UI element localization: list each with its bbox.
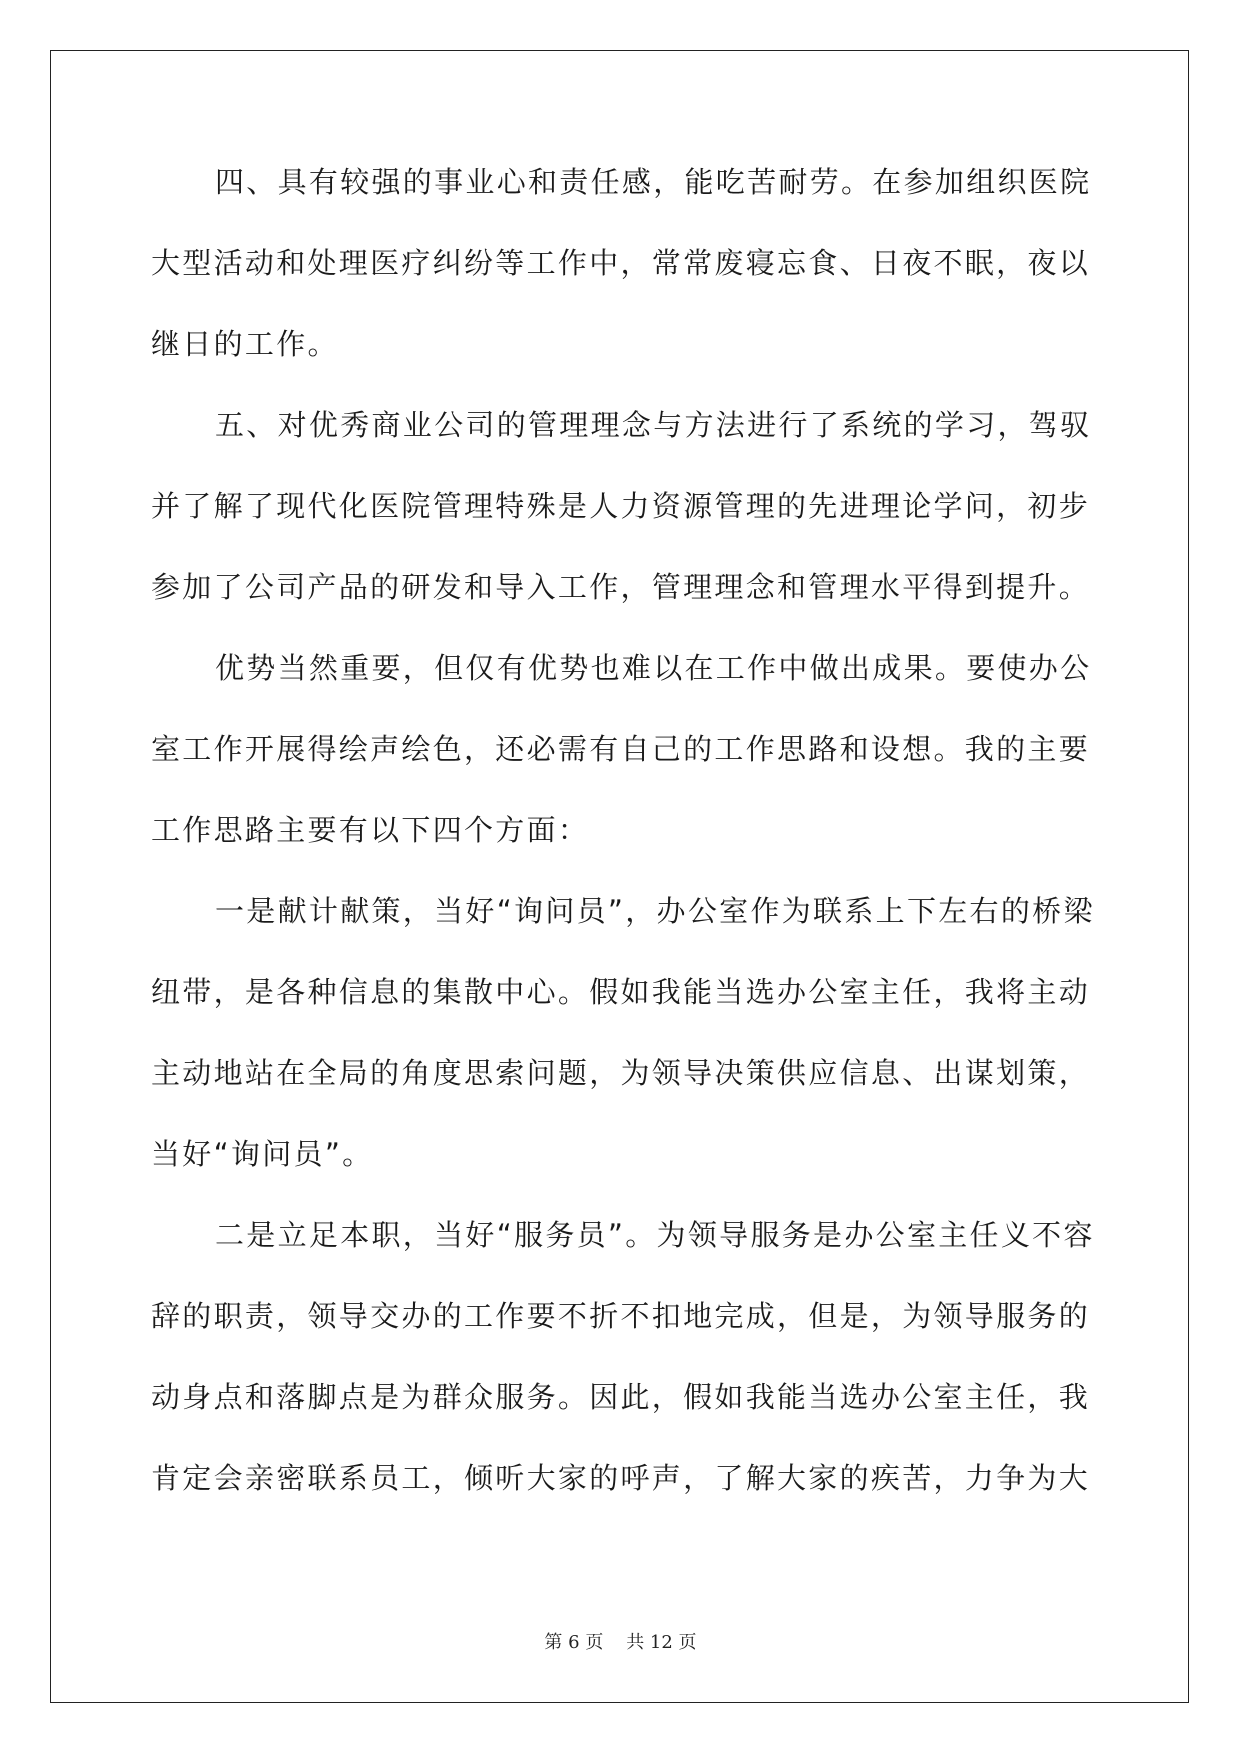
text-line: 五、对优秀商业公司的管理理念与方法进行了系统的学习，驾驭: [215, 408, 1092, 442]
text-line: 辞的职责，领导交办的工作要不折不扣地完成，但是，为领导服务的: [151, 1299, 1091, 1333]
text-line: 主动地站在全局的角度思索问题，为领导决策供应信息、出谋划策，: [151, 1056, 1091, 1090]
text-line: 纽带，是各种信息的集散中心。假如我能当选办公室主任，我将主动: [151, 975, 1091, 1009]
text-line: 并了解了现代化医院管理特殊是人力资源管理的先进理论学问，初步: [151, 489, 1091, 523]
text-line: 优势当然重要，但仅有优势也难以在工作中做出成果。要使办公: [215, 651, 1092, 685]
text-line: 室工作开展得绘声绘色，还必需有自己的工作思路和设想。我的主要: [151, 732, 1091, 766]
text-line: 继日的工作。: [151, 327, 339, 361]
text-line: 肯定会亲密联系员工，倾听大家的呼声，了解大家的疾苦，力争为大: [151, 1461, 1091, 1495]
text-line: 当好“询问员”。: [151, 1137, 374, 1171]
text-line: 工作思路主要有以下四个方面：: [151, 813, 590, 847]
text-line: 动身点和落脚点是为群众服务。因此，假如我能当选办公室主任，我: [151, 1380, 1091, 1414]
text-line: 二是立足本职，当好“服务员”。为领导服务是办公室主任义不容: [215, 1218, 1095, 1252]
text-line: 一是献计献策，当好“询问员”，办公室作为联系上下左右的桥梁: [215, 894, 1095, 928]
text-line: 参加了公司产品的研发和导入工作，管理理念和管理水平得到提升。: [151, 570, 1091, 604]
page-footer: 第 6 页 共 12 页: [544, 1632, 697, 1653]
document-body: [151, 162, 1095, 1539]
text-line: 大型活动和处理医疗纠纷等工作中，常常废寝忘食、日夜不眠，夜以: [151, 246, 1091, 280]
text-line: 四、具有较强的事业心和责任感，能吃苦耐劳。在参加组织医院: [215, 165, 1092, 199]
